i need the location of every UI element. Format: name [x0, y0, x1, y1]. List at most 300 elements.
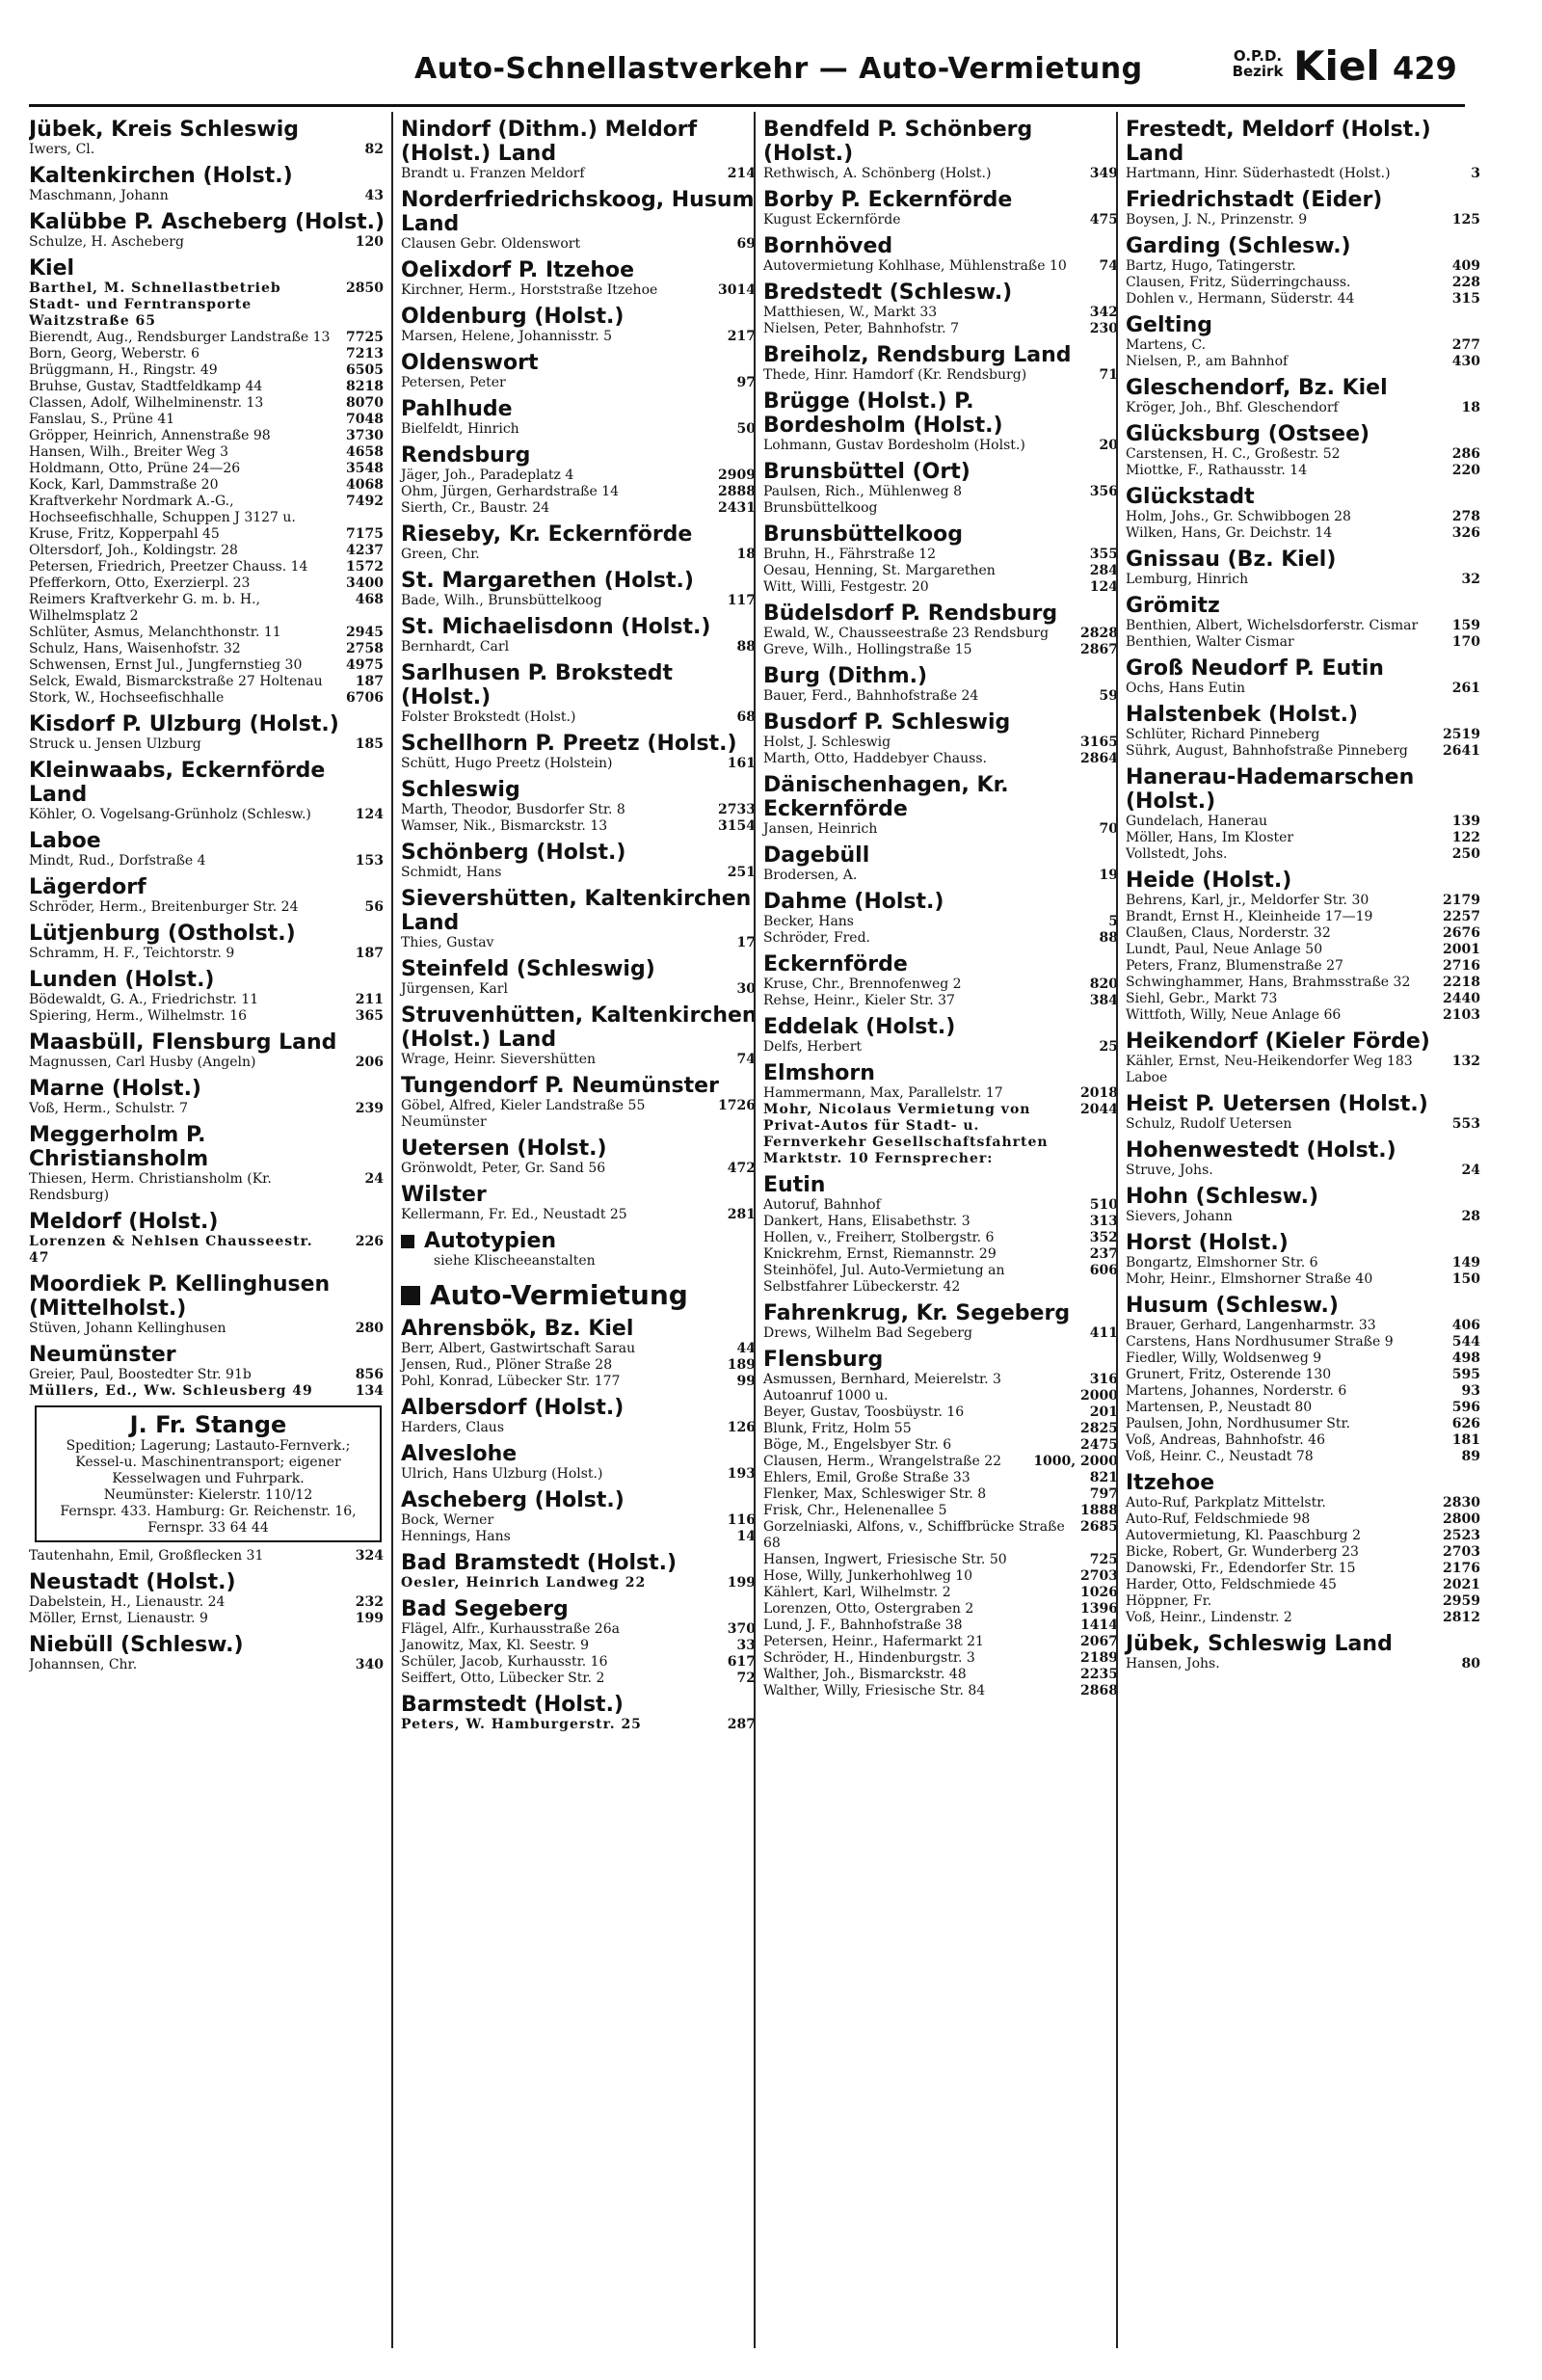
- listing-entry: [1126, 1318, 1484, 1334]
- listing-name: Bongartz, Elmshorner Str. 6: [1126, 1255, 1318, 1270]
- listing-name: Clausen, Fritz, Süderringchauss.: [1126, 275, 1351, 290]
- phone-number: 43: [364, 188, 384, 203]
- listing-entry: [763, 1437, 1122, 1454]
- listing-name: Voß, Andreas, Bahnhofstr. 46: [1126, 1432, 1325, 1448]
- phone-number: 250: [1451, 846, 1480, 862]
- phone-number: 4237: [346, 543, 384, 558]
- listing-entry: [29, 992, 387, 1008]
- listing-name: Höppner, Fr.: [1126, 1593, 1212, 1609]
- phone-number: 365: [355, 1008, 384, 1024]
- place-heading: Brunsbüttelkoog: [763, 522, 963, 547]
- place-heading: Oldenburg (Holst.): [401, 305, 625, 329]
- place-heading: Alveslohe: [401, 1442, 518, 1466]
- listing-name: Möller, Hans, Im Kloster: [1126, 830, 1294, 845]
- listing-name: Grönwoldt, Peter, Gr. Sand 56: [401, 1161, 606, 1176]
- listing-name: Bernhardt, Carl: [401, 639, 510, 655]
- listing-entry: [763, 579, 1122, 596]
- listing-name: Brüggmann, H., Ringstr. 49: [29, 362, 218, 378]
- listing-entry: [401, 484, 759, 500]
- phone-number: 153: [355, 853, 384, 869]
- listing-entry: [763, 1634, 1122, 1650]
- listing-name: Martensen, P., Neustadt 80: [1126, 1400, 1313, 1415]
- listing-name: Ochs, Hans Eutin: [1126, 681, 1245, 696]
- listing-name: Brauer, Gerhard, Langenharmstr. 33: [1126, 1318, 1376, 1333]
- phone-number: 384: [1089, 993, 1118, 1008]
- listing-name: Sierth, Cr., Baustr. 24: [401, 500, 550, 516]
- phone-number: 170: [1451, 634, 1480, 650]
- listing-name: Voß, Herm., Schulstr. 7: [29, 1101, 189, 1116]
- place-heading: Eutin: [763, 1173, 826, 1197]
- column-4: [1116, 112, 1484, 2348]
- listing-entry: [29, 1367, 387, 1383]
- place-heading: Dänischenhagen, Kr. Eckernförde: [763, 773, 1009, 821]
- phone-number: 2685: [1080, 1519, 1118, 1535]
- listing-entry: [29, 657, 387, 674]
- listing-entry: [1126, 893, 1484, 909]
- listing-entry: [1126, 291, 1484, 308]
- phone-number: 316: [1089, 1372, 1118, 1387]
- listing-name: Autoanruf 1000 u.: [763, 1388, 889, 1404]
- place-heading: Barmstedt (Holst.): [401, 1693, 624, 1717]
- phone-number: 2000: [1080, 1388, 1118, 1404]
- listing-entry: [1126, 212, 1484, 228]
- place-heading: Gelting: [1126, 313, 1212, 337]
- place-heading: Meldorf (Holst.): [29, 1210, 219, 1234]
- phone-number: 472: [727, 1161, 756, 1176]
- listing-name: Gröpper, Heinrich, Annenstraße 98: [29, 428, 271, 443]
- city-name: Kiel: [1293, 42, 1380, 90]
- listing-name: Kröger, Joh., Bhf. Gleschendorf: [1126, 400, 1339, 415]
- listing-name: Ewald, W., Chausseestraße 23 Rendsburg: [763, 626, 1050, 641]
- listing-name: Folster Brokstedt (Holst.): [401, 709, 576, 725]
- phone-number: 3014: [718, 282, 756, 298]
- place-heading: Tungendorf P. Neumünster: [401, 1074, 719, 1098]
- phone-number: 149: [1451, 1255, 1480, 1270]
- listing-name: Bruhse, Gustav, Stadtfeldkamp 44: [29, 379, 263, 394]
- phone-number: 3730: [346, 428, 384, 443]
- phone-number: 324: [355, 1548, 384, 1564]
- phone-number: 286: [1451, 446, 1480, 462]
- listing-name: Benthien, Albert, Wichelsdorferstr. Cismar: [1126, 618, 1419, 633]
- place-heading: Bredstedt (Schlesw.): [763, 281, 1013, 305]
- place-heading: Heist P. Uetersen (Holst.): [1126, 1092, 1428, 1116]
- listing-entry: [401, 593, 759, 609]
- phone-number: 4658: [346, 444, 384, 460]
- listing-entry: [401, 1621, 759, 1638]
- listing-name: Flenker, Max, Schleswiger Str. 8: [763, 1486, 987, 1502]
- place-heading: Bornhöved: [763, 234, 893, 258]
- listing-entry: [763, 1470, 1122, 1486]
- phone-number: 226: [355, 1234, 384, 1249]
- listing-entry: [401, 981, 759, 998]
- phone-number: 18: [736, 547, 756, 562]
- listing-name: Petersen, Heinr., Hafermarkt 21: [763, 1634, 984, 1649]
- listing-name: Wrage, Heinr. Sievershütten: [401, 1052, 597, 1067]
- column-1: [29, 112, 387, 2348]
- listing-name: Müllers, Ed., Ww. Schleusberg 49: [29, 1383, 313, 1399]
- listing-entry: [29, 1611, 387, 1627]
- phone-number: 856: [355, 1367, 384, 1382]
- section-marker-icon: [401, 1286, 420, 1305]
- listing-entry: [763, 258, 1122, 275]
- listing-entry: [1126, 1334, 1484, 1350]
- listing-entry: [29, 559, 387, 575]
- listing-entry: [29, 444, 387, 461]
- phone-number: 315: [1451, 291, 1480, 307]
- listing-entry: [1126, 354, 1484, 370]
- listing-name: Lorenzen & Nehlsen Chausseestr. 47: [29, 1234, 313, 1266]
- listing-entry: [1126, 1255, 1484, 1271]
- phone-number: 468: [355, 592, 384, 607]
- place-heading: Glückstadt: [1126, 485, 1255, 509]
- listing-name: Hansen, Johs.: [1126, 1656, 1220, 1671]
- listing-entry: [763, 821, 1122, 838]
- listing-name: Bade, Wilh., Brunsbüttelkoog: [401, 593, 602, 608]
- listing-entry: [29, 1383, 387, 1400]
- listing-entry: [1126, 275, 1484, 291]
- listing-name: Beyer, Gustav, Toosbüystr. 16: [763, 1404, 965, 1420]
- listing-name: Delfs, Herbert: [763, 1039, 863, 1055]
- listing-name: Hammermann, Max, Parallelstr. 17: [763, 1085, 1003, 1101]
- listing-name: Holdmann, Otto, Prüne 24—26: [29, 461, 241, 476]
- listing-name: Boysen, J. N., Prinzenstr. 9: [1126, 212, 1308, 227]
- listing-name: Schwinghammer, Hans, Brahmsstraße 32: [1126, 975, 1411, 990]
- listing-name: Köhler, O. Vogelsang-Grünholz (Schlesw.): [29, 807, 311, 822]
- phone-number: 7725: [346, 330, 384, 345]
- listing-name: Struck u. Jensen Ulzburg: [29, 736, 201, 752]
- listing-entry: [763, 914, 1122, 930]
- listing-name: Sievers, Johann: [1126, 1209, 1233, 1224]
- listing-entry: [29, 1321, 387, 1337]
- phone-number: 326: [1451, 525, 1480, 541]
- listing-entry: [29, 543, 387, 559]
- phone-number: 2257: [1443, 909, 1480, 924]
- listing-entry: [1126, 1400, 1484, 1416]
- listing-entry: [763, 642, 1122, 658]
- phone-number: 1888: [1080, 1503, 1118, 1518]
- phone-number: 1572: [346, 559, 384, 575]
- place-heading: Eckernförde: [763, 952, 908, 976]
- phone-number: 71: [1099, 367, 1118, 383]
- listing-name: Tautenhahn, Emil, Großflecken 31: [29, 1548, 264, 1564]
- listing-entry: [29, 674, 387, 690]
- listing-name: Jürgensen, Karl: [401, 981, 508, 997]
- phone-number: 2431: [718, 500, 756, 516]
- listing-name: Seiffert, Otto, Lübecker Str. 2: [401, 1671, 605, 1686]
- phone-number: 18: [1461, 400, 1480, 415]
- listing-name: Martens, C.: [1126, 337, 1207, 353]
- place-heading: Kaltenkirchen (Holst.): [29, 164, 293, 188]
- listing-name: Knickrehm, Ernst, Riemannstr. 29: [763, 1246, 997, 1262]
- place-heading: Wilster: [401, 1183, 487, 1207]
- place-heading: Brügge (Holst.) P. Bordesholm (Holst.): [763, 389, 1003, 438]
- place-heading: Burg (Dithm.): [763, 664, 928, 688]
- listing-entry: [29, 461, 387, 477]
- listing-name: Möller, Ernst, Lienaustr. 9: [29, 1611, 208, 1626]
- listing-entry: [763, 1085, 1122, 1102]
- listing-name: Dankert, Hans, Elisabethstr. 3: [763, 1214, 970, 1229]
- listing-entry: [1126, 830, 1484, 846]
- phone-number: 161: [727, 756, 756, 771]
- place-heading: Busdorf P. Schleswig: [763, 710, 1011, 735]
- listing-name: Nielsen, P., am Bahnhof: [1126, 354, 1289, 369]
- place-heading: Dahme (Holst.): [763, 890, 944, 914]
- place-heading: Ascheberg (Holst.): [401, 1488, 625, 1512]
- listing-name: Walther, Willy, Friesische Str. 84: [763, 1683, 986, 1698]
- listing-name: Thede, Hinr. Hamdorf (Kr. Rendsburg): [763, 367, 1027, 383]
- listing-entry: [29, 281, 387, 330]
- listing-entry: [401, 1654, 759, 1671]
- listing-name: Hennings, Hans: [401, 1529, 511, 1544]
- listing-entry: [401, 421, 759, 438]
- place-heading: Halstenbek (Holst.): [1126, 703, 1359, 727]
- listing-name: Sührk, August, Bahnhofstraße Pinneberg: [1126, 743, 1408, 759]
- listing-entry: [401, 1207, 759, 1223]
- listing-entry: [1126, 1544, 1484, 1561]
- listing-entry: [763, 1404, 1122, 1421]
- listing-name: Lorenzen, Otto, Ostergraben 2: [763, 1601, 974, 1617]
- listing-entry: [29, 188, 387, 204]
- listing-entry: [1126, 1054, 1484, 1086]
- listing-entry: [1126, 942, 1484, 958]
- phone-number: 2828: [1080, 626, 1118, 641]
- place-heading: Norderfriedrichskoog, Husum Land: [401, 188, 755, 236]
- listing-entry: [763, 735, 1122, 751]
- advertisement-title: J. Fr. Stange: [129, 1411, 287, 1438]
- place-heading: Kleinwaabs, Eckernförde Land: [29, 759, 326, 807]
- phone-number: 217: [727, 329, 756, 344]
- listing-entry: [29, 1008, 387, 1025]
- listing-entry: [1126, 1209, 1484, 1225]
- listing-entry: [401, 1420, 759, 1436]
- phone-number: 122: [1451, 830, 1480, 845]
- place-heading: Friedrichstadt (Eider): [1126, 188, 1383, 212]
- listing-name: Voß, Heinr., Lindenstr. 2: [1126, 1610, 1292, 1625]
- listing-entry: [29, 526, 387, 543]
- phone-number: 28: [1461, 1209, 1480, 1224]
- listing-entry: [29, 477, 387, 494]
- listing-entry: [763, 212, 1122, 228]
- phone-number: 287: [727, 1717, 756, 1732]
- listing-name: Pfefferkorn, Otto, Exerzierpl. 23: [29, 575, 251, 591]
- listing-name: Reimers Kraftverkehr G. m. b. H., Wilhelmsplatz 2: [29, 592, 261, 624]
- place-heading: Maasbüll, Flensburg Land: [29, 1030, 337, 1055]
- phone-number: 2641: [1443, 743, 1480, 759]
- listing-entry: [401, 1466, 759, 1483]
- listing-entry: [1126, 1610, 1484, 1626]
- section-note: siehe Klischeeanstalten: [434, 1253, 596, 1269]
- listing-name: Spiering, Herm., Wilhelmstr. 16: [29, 1008, 248, 1024]
- listing-name: Ulrich, Hans Ulzburg (Holst.): [401, 1466, 603, 1482]
- listing-name: Peters, Franz, Blumenstraße 27: [1126, 958, 1343, 974]
- listing-name: Grunert, Fritz, Osterende 130: [1126, 1367, 1332, 1382]
- section-heading: [401, 1279, 759, 1311]
- phone-number: 1726: [718, 1098, 756, 1113]
- phone-number: 2176: [1443, 1561, 1480, 1576]
- directory-page: [29, 39, 1480, 2352]
- listing-entry: [29, 899, 387, 916]
- listing-entry: [29, 625, 387, 641]
- listing-name: Struve, Johs.: [1126, 1163, 1213, 1178]
- listing-entry: [401, 818, 759, 835]
- listing-name: Marth, Theodor, Busdorfer Str. 8: [401, 802, 625, 817]
- listing-name: Asmussen, Bernhard, Meierelstr. 3: [763, 1372, 1001, 1387]
- phone-number: 25: [1099, 1039, 1118, 1055]
- advertisement-line: Fernspr. 433. Hamburg: Gr. Reichenstr. 16, Fernspr. 33 64 44: [60, 1504, 357, 1536]
- phone-number: 4975: [346, 657, 384, 673]
- place-heading: Husum (Schlesw.): [1126, 1294, 1339, 1318]
- phone-number: 2218: [1443, 975, 1480, 990]
- place-heading: Albersdorf (Holst.): [401, 1396, 625, 1420]
- listing-entry: [1126, 909, 1484, 925]
- phone-number: 2067: [1080, 1634, 1118, 1649]
- place-heading: Dagebüll: [763, 843, 870, 868]
- listing-name: Oesau, Henning, St. Margarethen: [763, 563, 996, 578]
- listing-name: Schütt, Hugo Preetz (Holstein): [401, 756, 613, 771]
- column-3: [754, 112, 1122, 2348]
- listing-entry: [763, 976, 1122, 993]
- phone-number: 2523: [1443, 1528, 1480, 1543]
- listing-name: Schramm, H. F., Teichtorstr. 9: [29, 946, 235, 961]
- phone-number: 409: [1451, 258, 1480, 274]
- phone-number: 2812: [1443, 1610, 1480, 1625]
- listing-entry: [29, 379, 387, 395]
- place-heading: Gnissau (Bz. Kiel): [1126, 548, 1337, 572]
- listing-name: Dabelstein, H., Lienaustr. 24: [29, 1594, 226, 1610]
- listing-entry: [401, 547, 759, 563]
- listing-entry: [29, 690, 387, 707]
- phone-number: 553: [1451, 1116, 1480, 1132]
- listing-name: Oesler, Heinrich Landweg 22: [401, 1575, 647, 1591]
- phone-number: 544: [1451, 1334, 1480, 1350]
- place-heading: Garding (Schlesw.): [1126, 234, 1351, 258]
- place-heading: Heide (Holst.): [1126, 869, 1292, 893]
- listing-entry: [401, 1638, 759, 1654]
- phone-number: 6706: [346, 690, 384, 706]
- listing-entry: [29, 1657, 387, 1673]
- listing-entry: [1126, 1528, 1484, 1544]
- listing-name: Marth, Otto, Haddebyer Chauss.: [763, 751, 987, 766]
- listing-entry: [401, 500, 759, 517]
- phone-number: 7213: [346, 346, 384, 361]
- listing-entry: [401, 166, 759, 182]
- phone-number: 4068: [346, 477, 384, 493]
- listing-entry: [1126, 1593, 1484, 1610]
- section-heading: [401, 1229, 759, 1253]
- listing-name: Matthiesen, W., Markt 33: [763, 305, 938, 320]
- listing-name: Nielsen, Peter, Bahnhofstr. 7: [763, 321, 959, 336]
- phone-number: 595: [1451, 1367, 1480, 1382]
- phone-number: 725: [1089, 1552, 1118, 1567]
- place-heading: Neumünster: [29, 1343, 176, 1367]
- listing-entry: [763, 1601, 1122, 1618]
- phone-number: 117: [727, 593, 756, 608]
- bezirk-text: Bezirk: [1232, 63, 1284, 80]
- phone-number: 356: [1089, 484, 1118, 499]
- phone-number: 281: [727, 1207, 756, 1222]
- listing-name: Petersen, Peter: [401, 375, 506, 390]
- phone-number: 370: [727, 1621, 756, 1637]
- listing-entry: [1126, 634, 1484, 651]
- listing-entry: [401, 709, 759, 726]
- phone-number: 99: [736, 1374, 756, 1389]
- listing-name: Schröder, H., Hindenburgstr. 3: [763, 1650, 975, 1666]
- listing-name: Ehlers, Emil, Große Straße 33: [763, 1470, 970, 1485]
- place-heading: Gleschendorf, Bz. Kiel: [1126, 376, 1388, 400]
- phone-number: 2850: [346, 281, 384, 296]
- place-heading: Frestedt, Meldorf (Holst.) Land: [1126, 118, 1431, 166]
- listing-name: Fanslau, S., Prüne 41: [29, 412, 175, 427]
- listing-entry: [763, 1519, 1122, 1552]
- listing-entry: [29, 1234, 387, 1267]
- listing-name: Petersen, Friedrich, Preetzer Chauss. 14: [29, 559, 308, 575]
- listing-name: Mindt, Rud., Dorfstraße 4: [29, 853, 206, 869]
- phone-number: 2830: [1443, 1495, 1480, 1511]
- phone-number: 406: [1451, 1318, 1480, 1333]
- listing-entry: [29, 234, 387, 251]
- phone-number: 284: [1089, 563, 1118, 578]
- listing-name: Jansen, Heinrich: [763, 821, 878, 837]
- phone-number: 2945: [346, 625, 384, 640]
- phone-number: 2800: [1443, 1511, 1480, 1527]
- listing-name: Peters, W. Hamburgerstr. 25: [401, 1717, 642, 1732]
- listing-name: Behrens, Karl, jr., Meldorfer Str. 30: [1126, 893, 1369, 908]
- listing-entry: [401, 865, 759, 881]
- phone-number: 2189: [1080, 1650, 1118, 1666]
- listing-entry: [401, 236, 759, 253]
- listing-name: Schröder, Herm., Breitenburger Str. 24: [29, 899, 299, 915]
- listing-entry: [763, 1039, 1122, 1056]
- phone-number: 411: [1089, 1325, 1118, 1341]
- listing-name: Magnussen, Carl Husby (Angeln): [29, 1055, 256, 1070]
- place-heading: Pahlhude: [401, 397, 513, 421]
- listing-entry: [1126, 727, 1484, 743]
- phone-number: 2716: [1443, 958, 1480, 974]
- phone-number: 220: [1451, 463, 1480, 478]
- listing-name: Mohr, Nicolaus Vermietung von Privat-Autos für Stadt- u. Fernverkehr Gesellschaftsfahrten Marktstr. 10 Fernsprecher:: [763, 1102, 1049, 1166]
- place-heading: Lütjenburg (Ostholst.): [29, 922, 296, 946]
- listing-entry: [763, 305, 1122, 321]
- place-heading: Kisdorf P. Ulzburg (Holst.): [29, 712, 339, 736]
- phone-number: 2179: [1443, 893, 1480, 908]
- phone-number: 32: [1461, 572, 1480, 587]
- place-heading: Uetersen (Holst.): [401, 1137, 607, 1161]
- listing-entry: [1126, 618, 1484, 634]
- listing-name: Janowitz, Max, Kl. Seestr. 9: [401, 1638, 590, 1653]
- advertisement-line: Neumünster: Kielerstr. 110/12: [103, 1487, 313, 1503]
- phone-number: 352: [1089, 1230, 1118, 1245]
- phone-number: 5: [1108, 914, 1118, 929]
- advertisement-line: Spedition; Lagerung; Lastauto-Fernverk.; Kessel-u. Maschinentransport; eigener Kesselwagen und Fuhrpark.: [66, 1438, 351, 1486]
- listing-entry: [29, 362, 387, 379]
- listing-name: Green, Chr.: [401, 547, 480, 562]
- phone-number: 261: [1451, 681, 1480, 696]
- listing-entry: [763, 1372, 1122, 1388]
- listing-name: Schulz, Hans, Waisenhofstr. 32: [29, 641, 241, 656]
- phone-number: 2103: [1443, 1007, 1480, 1023]
- listing-name: Benthien, Walter Cismar: [1126, 634, 1294, 650]
- listing-entry: [1126, 1432, 1484, 1449]
- page-number: 429: [1393, 50, 1457, 87]
- listing-name: Paulsen, John, Nordhusumer Str.: [1126, 1416, 1351, 1431]
- place-heading: Bendfeld P. Schönberg (Holst.): [763, 118, 1033, 166]
- place-heading: Breiholz, Rendsburg Land: [763, 343, 1072, 367]
- phone-number: 2235: [1080, 1667, 1118, 1682]
- opd-text: O.P.D.: [1233, 47, 1283, 65]
- listing-entry: [763, 1503, 1122, 1519]
- listing-name: Lemburg, Hinrich: [1126, 572, 1249, 587]
- place-heading: Rieseby, Kr. Eckernförde: [401, 522, 693, 547]
